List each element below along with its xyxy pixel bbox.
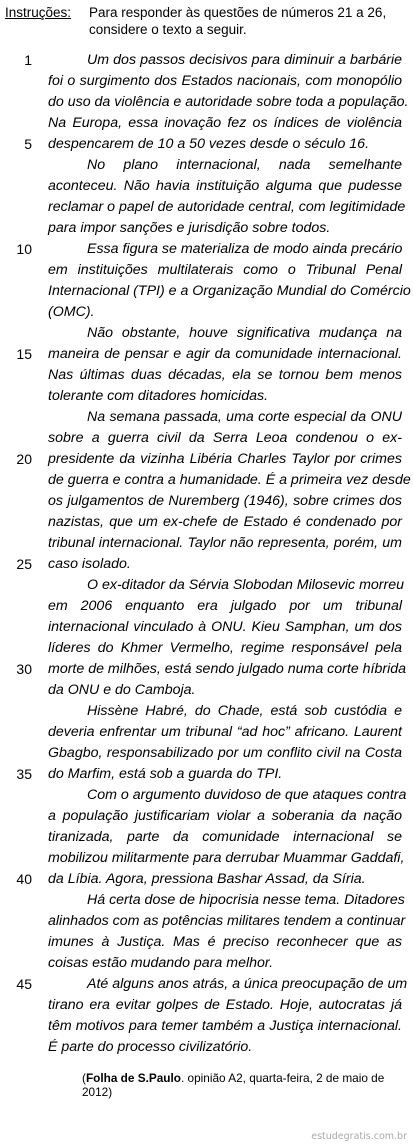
line-text: O ex-ditador da Sérvia Slobodan Milosevic morreu bbox=[87, 577, 405, 593]
text-line bbox=[0, 71, 413, 92]
text-line bbox=[0, 260, 413, 281]
line-text: Na Europa, essa inovação fez os índices de violência bbox=[48, 115, 402, 131]
line-text: Nas últimas duas décadas, ela se tornou bem menos bbox=[48, 367, 402, 383]
line-text: presidente da vizinha Libéria Charles Taylor por crimes bbox=[48, 451, 402, 467]
text-line bbox=[0, 764, 413, 785]
line-text: de guerra e contra a humanidade. É a primeira vez desde bbox=[48, 472, 411, 488]
line-number: 35 bbox=[16, 766, 32, 782]
text-line bbox=[0, 281, 413, 302]
line-text: Um dos passos decisivos para diminuir a barbárie bbox=[87, 52, 402, 68]
line-text: do uso da violência e autoridade sobre toda a população. bbox=[48, 94, 409, 110]
line-text: Na semana passada, uma corte especial da ONU bbox=[87, 409, 402, 425]
text-line bbox=[0, 176, 413, 197]
line-text: imunes à Justiça. Mas é preciso reconhecer que as bbox=[48, 934, 402, 950]
line-text: Com o argumento duvidoso de que ataques contra bbox=[87, 787, 407, 803]
text-line bbox=[0, 701, 413, 722]
text-line bbox=[0, 50, 413, 71]
source-citation bbox=[82, 1071, 402, 1099]
text-body bbox=[0, 50, 413, 1058]
line-text: maneira de pensar e agir da comunidade internacional. bbox=[48, 346, 402, 362]
text-line bbox=[0, 743, 413, 764]
text-line bbox=[0, 827, 413, 848]
line-text: os julgamentos de Nuremberg (1946), sobre crimes dos bbox=[48, 493, 402, 509]
line-text: caso isolado. bbox=[48, 556, 131, 572]
line-text: a população justificariam violar a soberania da nação bbox=[48, 808, 402, 824]
line-text: aconteceu. Não havia instituição alguma que pudesse bbox=[48, 178, 402, 194]
text-line bbox=[0, 218, 413, 239]
line-number: 15 bbox=[16, 346, 32, 362]
line-number: 1 bbox=[24, 52, 32, 68]
line-text: líderes do Khmer Vermelho, regime responsável pela bbox=[48, 640, 402, 656]
text-line bbox=[0, 638, 413, 659]
text-line bbox=[0, 596, 413, 617]
text-line bbox=[0, 1037, 413, 1058]
text-line bbox=[0, 134, 413, 155]
text-line bbox=[0, 1016, 413, 1037]
text-line bbox=[0, 575, 413, 596]
line-number: 5 bbox=[24, 136, 32, 152]
line-number: 25 bbox=[16, 556, 32, 572]
text-line bbox=[0, 806, 413, 827]
text-line bbox=[0, 428, 413, 449]
line-text: Essa figura se materializa de modo ainda precário bbox=[87, 241, 403, 257]
line-text: tribunal internacional. Taylor não representa, porém, um bbox=[48, 535, 402, 551]
line-text: morte de milhões, está sendo julgado numa corte híbrida bbox=[48, 661, 407, 677]
instructions-label: Instruções: bbox=[5, 5, 72, 20]
line-text: da Líbia. Agora, pressiona Bashar Assad, da Síria. bbox=[48, 871, 366, 887]
text-line bbox=[0, 953, 413, 974]
line-text: tiranizada, parte da comunidade internacional se bbox=[48, 829, 402, 845]
line-text: despencarem de 10 a 50 vezes desde o século 16. bbox=[48, 136, 370, 152]
line-text: alinhados com as potências militares tendem a continuar bbox=[48, 913, 406, 929]
watermark: estudegratis.com.br bbox=[311, 1131, 407, 1142]
line-text: têm motivos para temer também a Justiça internacional. bbox=[48, 1018, 402, 1034]
line-text: do Marfim, está sob a guarda do TPI. bbox=[48, 766, 283, 782]
text-line bbox=[0, 974, 413, 995]
line-text: reclamar o papel de autoridade central, com legitimidade bbox=[48, 199, 406, 215]
line-text: em instituições multilaterais como o Tribunal Penal bbox=[48, 262, 402, 278]
line-number: 10 bbox=[16, 241, 32, 257]
text-line bbox=[0, 323, 413, 344]
line-text: (OMC). bbox=[48, 304, 95, 320]
line-text: em 2006 enquanto era julgado por um tribunal bbox=[48, 598, 402, 614]
text-line bbox=[0, 995, 413, 1016]
line-text: deveria enfrentar um tribunal “ad hoc” africano. Laurent bbox=[48, 724, 402, 740]
line-number: 30 bbox=[16, 661, 32, 677]
line-text: Há certa dose de hipocrisia nesse tema. Ditadores bbox=[87, 892, 405, 908]
line-text: mobilizou militarmente para derrubar Muammar Gaddafi, bbox=[48, 850, 405, 866]
text-line bbox=[0, 785, 413, 806]
text-line bbox=[0, 554, 413, 575]
line-text: tirano era evitar golpes de Estado. Hoje, autocratas já bbox=[48, 997, 402, 1013]
text-line bbox=[0, 197, 413, 218]
line-text: para impor sanções e jurisdição sobre todos. bbox=[48, 220, 331, 236]
line-number: 45 bbox=[16, 976, 32, 992]
text-line bbox=[0, 680, 413, 701]
text-line bbox=[0, 239, 413, 260]
line-text: Hissène Habré, do Chade, está sob custódia e bbox=[87, 703, 402, 719]
line-text: coisas estão mudando para melhor. bbox=[48, 955, 274, 971]
text-line bbox=[0, 869, 413, 890]
source-open: ( bbox=[82, 1071, 86, 1085]
line-text: No plano internacional, nada semelhante bbox=[87, 157, 402, 173]
text-line bbox=[0, 470, 413, 491]
text-line bbox=[0, 113, 413, 134]
text-line bbox=[0, 365, 413, 386]
line-text: foi o surgimento dos Estados nacionais, com monopólio bbox=[48, 73, 402, 89]
line-text: da ONU e do Camboja. bbox=[48, 682, 196, 698]
instructions-text: Para responder às questões de números 21 a 26, considere o texto a seguir. bbox=[89, 5, 387, 37]
text-line bbox=[0, 302, 413, 323]
text-line bbox=[0, 722, 413, 743]
text-line bbox=[0, 491, 413, 512]
line-text: Até alguns anos atrás, a única preocupação de um bbox=[87, 976, 408, 992]
text-line bbox=[0, 911, 413, 932]
text-line bbox=[0, 155, 413, 176]
text-line bbox=[0, 512, 413, 533]
line-text: Internacional (TPI) e a Organização Mundial do Comércio bbox=[48, 283, 411, 299]
text-line bbox=[0, 407, 413, 428]
line-text: É parte do processo civilizatório. bbox=[48, 1039, 253, 1055]
text-line bbox=[0, 533, 413, 554]
line-number: 40 bbox=[16, 871, 32, 887]
text-line bbox=[0, 932, 413, 953]
line-text: nazistas, que um ex-chefe de Estado é condenado por bbox=[48, 514, 402, 530]
text-line bbox=[0, 92, 413, 113]
text-line bbox=[0, 449, 413, 470]
text-line bbox=[0, 890, 413, 911]
text-line bbox=[0, 659, 413, 680]
line-text: internacional vinculado à ONU. Kieu Samphan, um dos bbox=[48, 619, 402, 635]
line-text: Gbagbo, responsabilizado por um conflito civil na Costa bbox=[48, 745, 402, 761]
line-text: Não obstante, houve significativa mudança na bbox=[87, 325, 402, 341]
text-line bbox=[0, 848, 413, 869]
line-number: 20 bbox=[16, 451, 32, 467]
text-line bbox=[0, 617, 413, 638]
text-line bbox=[0, 386, 413, 407]
source-details: . opinião A2, quarta-feira, 2 de maio de 2012) bbox=[82, 1071, 385, 1099]
line-text: tolerante com ditadores homicidas. bbox=[48, 388, 269, 404]
text-line bbox=[0, 344, 413, 365]
line-text: sobre a guerra civil da Serra Leoa condenou o ex- bbox=[48, 430, 402, 446]
source-newspaper: Folha de S.Paulo bbox=[85, 1071, 181, 1085]
